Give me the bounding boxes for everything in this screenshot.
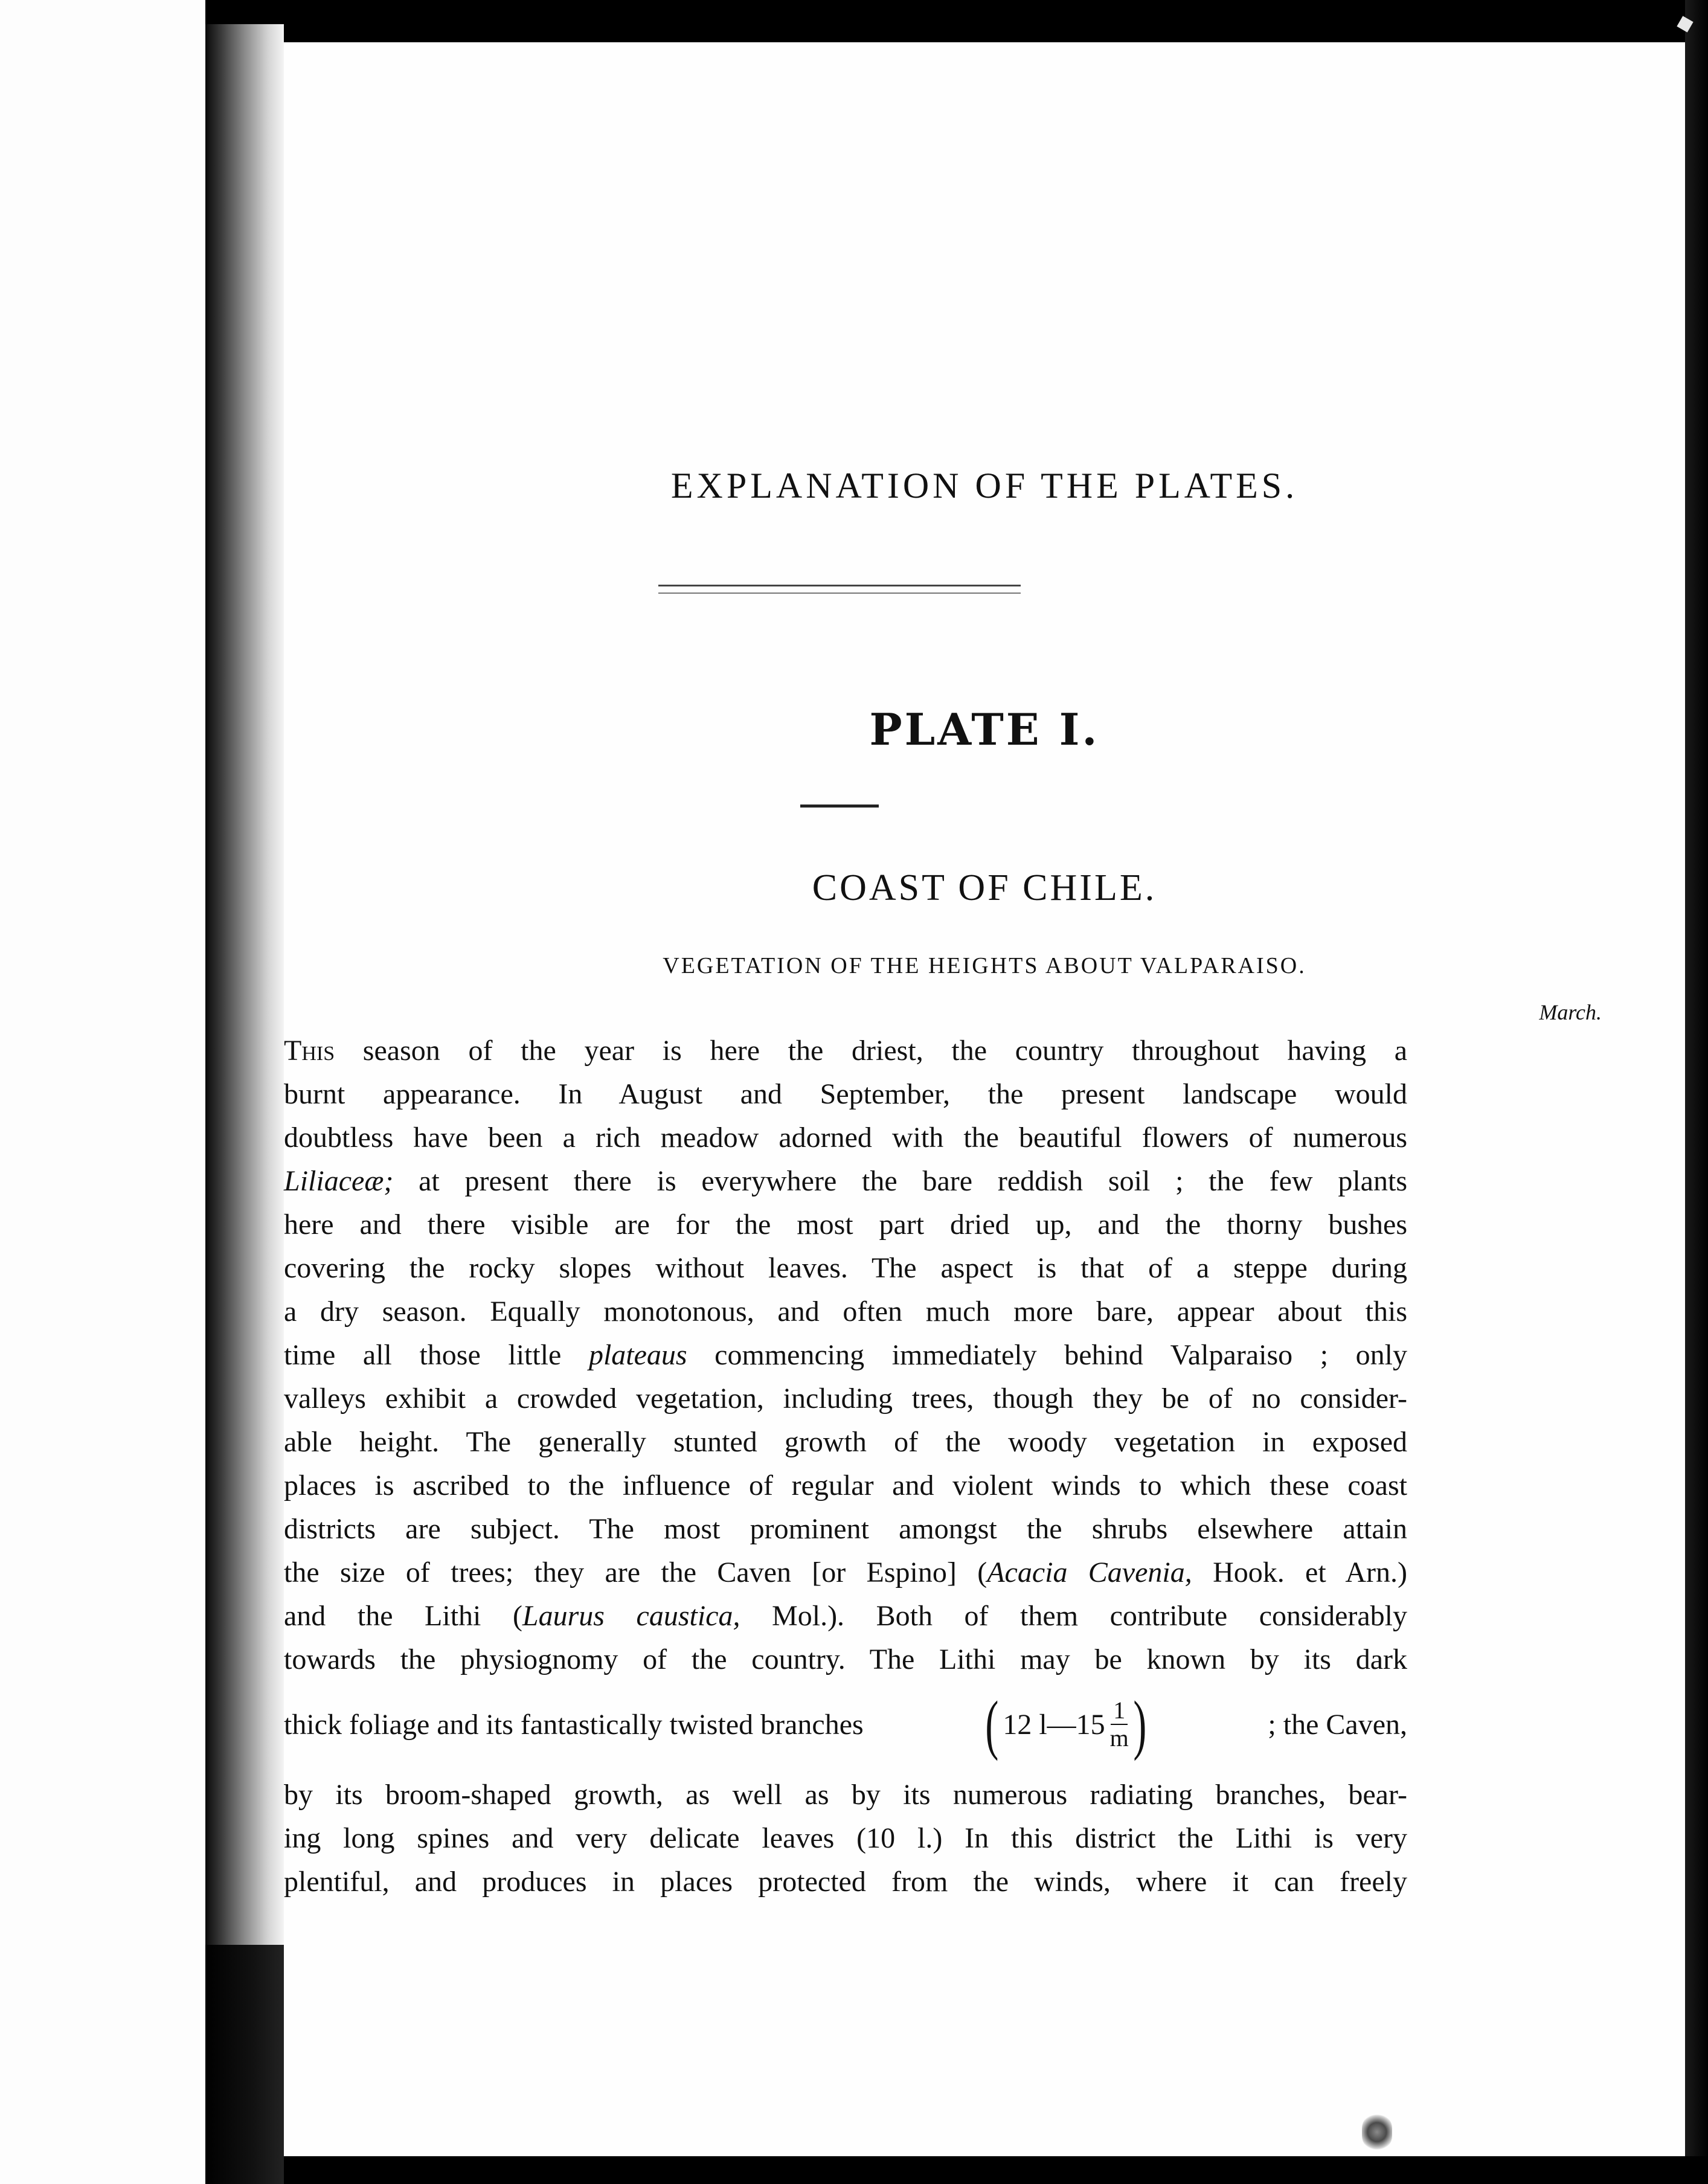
- close-paren: ): [1133, 1688, 1147, 1761]
- text-line: [284, 1381, 1407, 1417]
- line-text: places is ascribed to the influence of regular and violent winds to which these coast: [284, 1469, 1407, 1502]
- text-line: [284, 1207, 1407, 1243]
- italic-term: Acacia Cavenia,: [987, 1556, 1192, 1588]
- line-text: time all those little: [284, 1339, 589, 1371]
- line-text: ; the Caven,: [1268, 1708, 1407, 1741]
- page-text-block: [284, 42, 1685, 2156]
- text-line: [284, 1424, 1407, 1460]
- line-text: towards the physiognomy of the country. The Lithi may be known by its dark: [284, 1643, 1407, 1675]
- line-text: and the Lithi (: [284, 1600, 522, 1632]
- text-line: [284, 1033, 1407, 1069]
- text-line: [284, 1250, 1407, 1286]
- text-line: [284, 1468, 1407, 1504]
- book-gutter-lower: [205, 1945, 284, 2184]
- italic-term: Laurus caustica,: [522, 1600, 740, 1632]
- dateline: March.: [1539, 1000, 1602, 1024]
- section-heading: COAST OF CHILE.: [812, 867, 1157, 908]
- text-line: [284, 1777, 1407, 1813]
- line-text: valleys exhibit a crowded vegetation, including trees, though they be of no consider-: [284, 1383, 1407, 1415]
- text-line: [284, 1076, 1407, 1113]
- line-text: here and there visible are for the most part dried up, and the thorny bushes: [284, 1209, 1407, 1241]
- text-line: [284, 1337, 1407, 1373]
- line-text: a dry season. Equally monotonous, and often much more bare, appear about this: [284, 1296, 1407, 1328]
- line-text: districts are subject. The most prominent amongst the shrubs elsewhere attain: [284, 1513, 1407, 1545]
- scan-border-bottom: [284, 2156, 1708, 2184]
- fraction-group: [981, 1688, 1151, 1761]
- scan-border-right: [1685, 0, 1708, 2184]
- line-text: plentiful, and produces in places protected from the winds, where it can freely: [284, 1866, 1407, 1898]
- line-text: Mol.). Both of them contribute considerably: [740, 1600, 1407, 1632]
- line-text: at present there is everywhere the bare reddish soil ; the few plants: [393, 1165, 1407, 1197]
- text-line: [284, 1555, 1407, 1591]
- line-text: covering the rocky slopes without leaves. The aspect is that of a steppe during: [284, 1252, 1407, 1284]
- italic-term: Liliaceæ;: [284, 1165, 394, 1197]
- blank-left-leaf: [0, 0, 205, 2184]
- plate-heading: PLATE I.: [869, 704, 1100, 755]
- section-subtitle: VEGETATION OF THE HEIGHTS ABOUT VALPARAISO.: [663, 953, 1306, 978]
- open-paren: (: [985, 1688, 998, 1761]
- text-line: [284, 1642, 1407, 1678]
- short-rule-divider: [800, 805, 879, 808]
- fraction-denominator: m: [1109, 1724, 1129, 1752]
- book-gutter-shadow: [205, 24, 284, 1945]
- text-line: [284, 1598, 1407, 1634]
- fraction-numerator: 1: [1111, 1697, 1128, 1725]
- text-line: [284, 1294, 1407, 1330]
- double-rule-divider: [658, 585, 1021, 594]
- page-title: EXPLANATION OF THE PLATES.: [670, 466, 1299, 506]
- line-text: burnt appearance. In August and September, the present landscape would: [284, 1078, 1407, 1110]
- fraction: [1110, 1697, 1129, 1752]
- fraction-inner-text: 12 l—15: [1003, 1708, 1105, 1741]
- text-line: [284, 1864, 1407, 1900]
- line-text: the size of trees; they are the Caven [or Espino] (: [284, 1556, 987, 1588]
- drop-lead-word: This: [284, 1035, 335, 1067]
- line-text: by its broom-shaped growth, as well as by its numerous radiating branches, bear-: [284, 1779, 1407, 1811]
- text-line-with-fraction: [284, 1688, 1407, 1761]
- line-text: thick foliage and its fantastically twisted branches: [284, 1708, 864, 1741]
- line-text: season of the year is here the driest, the country throughout having a: [335, 1035, 1407, 1067]
- line-text: ing long spines and very delicate leaves (10 l.) In this district the Lithi is very: [284, 1822, 1407, 1854]
- text-line: [284, 1511, 1407, 1547]
- italic-term: plateaus: [588, 1339, 687, 1371]
- scan-border-top: [284, 0, 1708, 42]
- line-text: doubtless have been a rich meadow adorned with the beautiful flowers of numerous: [284, 1122, 1407, 1154]
- library-stamp-mark: [1362, 2114, 1392, 2150]
- text-line: [284, 1820, 1407, 1857]
- text-line: [284, 1163, 1407, 1200]
- text-line: [284, 1120, 1407, 1156]
- line-text: able height. The generally stunted growth of the woody vegetation in exposed: [284, 1426, 1407, 1458]
- line-text: Hook. et Arn.): [1192, 1556, 1408, 1588]
- book-page: [284, 42, 1685, 2156]
- line-text: commencing immediately behind Valparaiso ; only: [687, 1339, 1407, 1371]
